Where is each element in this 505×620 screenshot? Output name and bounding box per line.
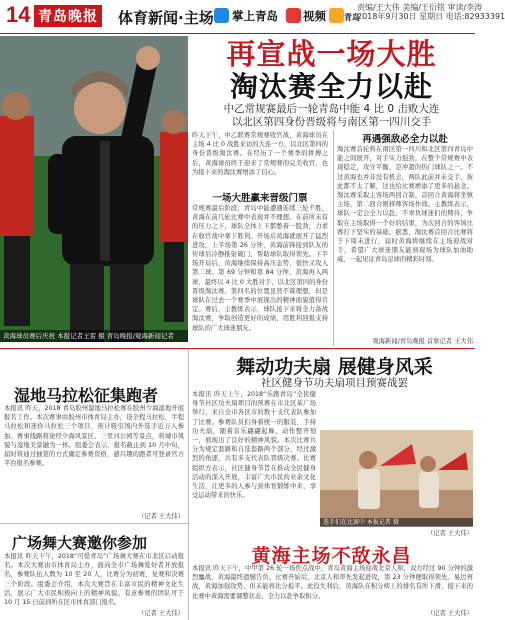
square-dance-author: （记者 王大伟）	[137, 610, 184, 617]
kungfu-fan-text: 本报讯 昨天上午，2018“乐跑青岛”全民健身节社区功夫扇项目的预赛在市北区某广场举行，来自全市各区市的数十支代表队参加了比赛。参赛队员们身着统一的服装，手持功夫扇，随着音乐翩翩起舞，动作整齐划一，展现出了良好的精神风貌。本次比赛共分为规定套路和自选套路两个部分，经过激烈的角逐，共有多支代表队晋级决赛。比赛组织方表示，社区健身节旨在推动全民健身活动的深入开展，丰富广大市民的业余文化生活，让更多的人参与到体育锻炼中来，享受运动带来的快乐。	[192, 391, 316, 500]
left-divider	[0, 523, 188, 524]
right-column-author: 观海新闻/青岛晚报 首席记者 王大伟	[372, 338, 473, 345]
coach-celebration-photo	[0, 36, 188, 342]
square-dance-text: 本报讯 昨天下午，2018“可爱青岛”广场舞大赛在市北区启动报名。本次大赛由市体育局主办，面向全市广场舞爱好者开放报名，参赛队伍人数为 10 至 20 人，比赛分为初赛、复赛和决赛三个阶段。组委会介绍，本次大赛旨在丰富市民的精神文化生活，展示广大市民积极向上的精神风貌。有意参赛的团队可于 10 月 15 日前到所在区市体育部门报名。	[4, 553, 184, 607]
lead-headline-1: 再宣战一场大胜	[226, 37, 437, 71]
huanghai-loss-text: 本报讯 昨天下午，中甲第 26 轮一场焦点战中，青岛黄海主场迎战北京人和，双方经过 90 分钟的激烈鏖战，黄海最终遗憾告负。比赛开始后，北京人和率先发起进攻，第 23 分钟便取得领先。易边再战，黄海加强攻势，但未能将比分扳平。此役失利后，黄海队在积分榜上的排名有所下滑，接下来的比赛中黄海需要调整状态，全力以赴争取积分。	[192, 565, 473, 600]
photo-caption: 黄海球员赛后庆祝 本报记者王雷 摄 青岛晚报/观海新闻记者	[0, 330, 188, 342]
subtitle-line-1: 中乙常规赛最后一轮青岛中能 4 比 0 击败大连	[223, 103, 440, 115]
kungfu-fan-title: 舞动功夫扇 展健身风采	[236, 356, 433, 378]
qingdao-icon[interactable]	[329, 8, 344, 23]
left-column-heading: 一场大胜赢来晋级门票	[212, 193, 308, 204]
page-number: 14	[6, 2, 31, 27]
kungfu-fan-photo-caption: 选手们在比赛中 本报记者 摄	[320, 518, 473, 527]
subtitle-line-2: 以北区第四身份晋级将与南区第一四川交手	[231, 116, 432, 128]
qingdao-app-icon[interactable]	[214, 8, 229, 23]
wetland-marathon-title: 湿地马拉松征集跑者	[14, 386, 159, 405]
square-dance-title: 广场舞大赛邀你参加	[12, 534, 148, 552]
edition-info	[357, 3, 505, 21]
section-title: 体育新闻·主场	[118, 9, 214, 27]
kungfu-fan-text-2	[322, 390, 473, 428]
huanghai-loss-author: （记者 王大伟）	[426, 610, 473, 617]
kungfu-fan-author: （记者 王大伟）	[426, 530, 473, 537]
vertical-divider	[188, 350, 189, 620]
lead-subtitle	[190, 103, 473, 129]
app-label-3[interactable]: 青岛	[344, 13, 360, 22]
right-column-text: 淘汰赛首轮将在南区第一四川和北区第四青岛中能之间展开，对手实力强劲，在整个常规赛中表现稳定，攻守平衡，是冲超的热门球队之一。不过黄海也并非没有机会，两队此前并未交手，彼此都不太了解，这也给比赛增添了更多的悬念。淘汰赛采取主客场两回合制，首回合黄海将坐镇主场，第二回合则移师客场作战。主教练表示，球队一定会全力以赴，不辜负球迷们的期待，争取在主场取得一个好的结果，为次回合的客场比赛打下坚实的基础。据悉，淘汰赛首回合比赛将于下周末进行，届时黄海将继续在主场迎战对手，希望广大球迷朋友能到现场为球队加油助威，一起见证青岛足球的精彩时刻。	[337, 146, 473, 264]
lead-intro-text: 昨天下午，中乙联赛常规赛收官战，黄海球员在主场 4 比 0 战胜来访的大连一方，以北区第四的身份晋级淘汰赛。在经历了一个赛季的拼搏之后，黄海球员终于迎来了常规赛的完美收官，也为接下来的淘汰赛增添了信心。	[192, 132, 328, 176]
app-label-1[interactable]: 掌上青岛	[232, 9, 278, 23]
photo-illustration	[0, 36, 188, 342]
kungfu-fan-subtitle: 社区健身节功夫扇项目预赛战罢	[261, 377, 408, 389]
video-icon[interactable]	[286, 8, 301, 23]
masthead-logo: 青岛晚报	[34, 5, 102, 27]
date-line: 2018年9月30日 星期日 电话:82933391	[357, 12, 505, 21]
page-header	[0, 0, 505, 34]
kungfu-fan-photo	[320, 430, 473, 526]
left-column-text: 常规赛最后阶段，青岛中能遭遇连续三轮不胜，黄海在前几轮比赛中表现并不理想。在前所未有的压力之下，球队全体上下都憋着一股劲，力求在收官战中拿下胜利。开场后黄海就展开了猛烈进攻，上半场第 26 分钟，黄海前锋接到队友的传球后冷静推射破门，帮助球队取得领先。下半场开局后，黄海继续保持高压态势，很快又攻入第二球。第 69 分钟和第 84 分钟，黄海再入两球，最终以 4 比 0 大胜对手，以北区第四的身份晋级淘汰赛。第四名的位置虽然不算理想，但是球队在过去一个赛季中展现出的精神面貌值得肯定。赛后，主教练表示，球队接下来将全力备战淘汰赛，争取创造更好的成绩，用胜利回报支持球队的广大球迷朋友。	[192, 205, 328, 332]
wetland-marathon-text: 本报讯 昨天，2018 青岛胶州湿地马拉松赛在胶州少海湿地开展报名工作。本次赛事由胶州市体育局主办，设全程马拉松、半程马拉松和迷你马拉松三个项目，预计吸引国内外选手近万人参加。赛事线路将途经少海风景区、三里河公园等景点，将城市风貌与湿地美景融为一体。组委会表示，报名截止到 10 月中旬，届时将通过抽签的方式确定参赛资格，感兴趣的跑者可登录官方平台报名参赛。	[4, 405, 184, 468]
fan-dance-illustration	[320, 430, 473, 526]
app-label-2[interactable]: 视频	[303, 9, 326, 23]
right-column-heading: 再遇强敌必全力以赴	[362, 134, 448, 145]
column-divider	[333, 130, 334, 346]
editor-line: 责编/王大伟 美编/王衍铭 审读/李涛	[357, 3, 483, 12]
wetland-marathon-author: （记者 王大伟）	[137, 513, 184, 520]
huanghai-loss-title: 黄海主场不敌永昌	[251, 545, 412, 567]
section-divider	[0, 348, 475, 349]
lead-headline-2: 淘汰赛全力以赴	[229, 70, 433, 103]
